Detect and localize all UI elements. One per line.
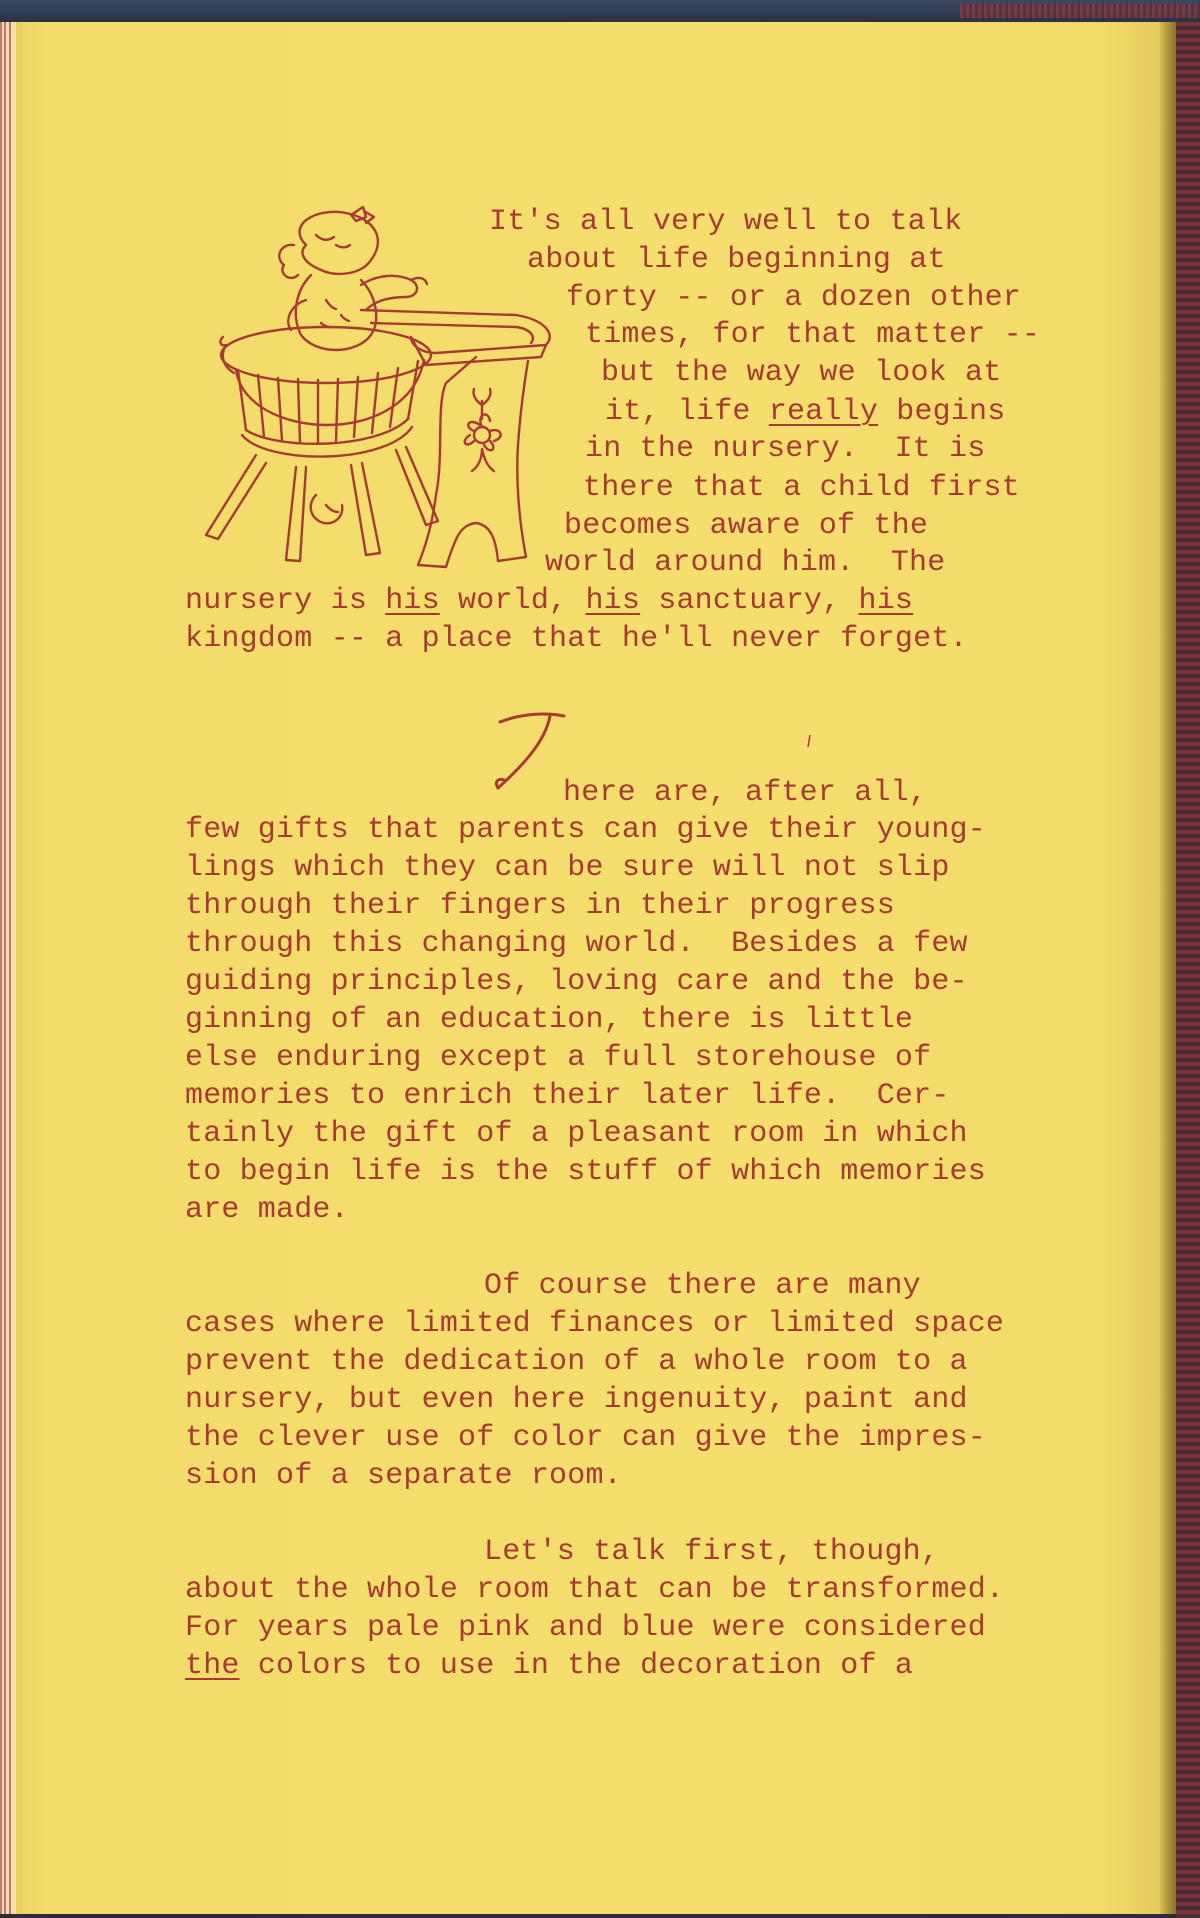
stray-ink-mark — [807, 735, 811, 747]
page-gutter — [1160, 22, 1176, 1914]
emphasis-the: the — [185, 1649, 240, 1683]
intro-line-10: world around him. The — [545, 546, 946, 580]
intro-line-3: forty -- or a dozen other — [566, 281, 1022, 315]
emphasis-his-1: his — [385, 584, 440, 618]
book-binding — [1176, 22, 1200, 1918]
section4-line-4-rest: colors to use in the decoration of a — [257, 1649, 914, 1683]
section2-line-6: ginning of an education, there is little — [185, 1003, 914, 1037]
section3-line-4: nursery, but even here ingenuity, paint and — [185, 1383, 968, 1417]
intro-line-2: about life beginning at — [527, 243, 946, 277]
binding-edge — [960, 4, 1200, 18]
intro-line-6-part-2: begins — [896, 395, 1006, 429]
intro-line-8: there that a child first — [583, 471, 1020, 505]
section3-line-1: Of course there are many — [484, 1269, 921, 1303]
drop-cap-t — [490, 708, 570, 798]
section3-line-2: cases where limited finances or limited space — [185, 1307, 1005, 1341]
intro-line-9: becomes aware of the — [564, 509, 929, 543]
section2-line-7: else enduring except a full storehouse of — [185, 1041, 932, 1075]
section3-line-5: the clever use of color can give the impres- — [185, 1421, 986, 1455]
section4-line-2: about the whole room that can be transformed. — [185, 1573, 1005, 1607]
book-top-edge — [0, 0, 1200, 24]
emphasis-his-2: his — [585, 584, 641, 618]
section2-line-9: tainly the gift of a pleasant room in which — [185, 1117, 968, 1151]
section2-line-10: to begin life is the stuff of which memories — [185, 1155, 986, 1189]
intro-line-7: in the nursery. It is — [585, 432, 986, 466]
emphasis-really: really — [768, 395, 879, 429]
section2-line-8: memories to enrich their later life. Cer- — [185, 1079, 950, 1113]
section2-line-2: lings which they can be sure will not slip — [185, 851, 950, 885]
intro-line-11-part-3: sanctuary, — [658, 584, 841, 618]
section4-line-1: Let's talk first, though, — [484, 1535, 940, 1569]
section2-line-5: guiding principles, loving care and the be- — [185, 965, 968, 999]
section3-line-6: sion of a separate room. — [185, 1459, 622, 1493]
intro-line-1: It's all very well to talk — [489, 205, 963, 239]
intro-line-12: kingdom -- a place that he'll never forget. — [185, 622, 968, 656]
section2-line-11: are made. — [185, 1193, 349, 1227]
section4-line-4 — [185, 1648, 913, 1684]
intro-line-4: times, for that matter -- — [585, 318, 1041, 352]
intro-line-11-part-1: nursery is — [185, 584, 368, 618]
intro-line-5: but the way we look at — [601, 356, 1002, 390]
section2-line-4: through this changing world. Besides a few — [185, 927, 968, 961]
intro-line-6 — [605, 394, 1005, 430]
intro-line-6-part-1: it, life — [605, 395, 751, 429]
intro-line-11 — [185, 583, 913, 619]
section4-line-3: For years pale pink and blue were considered — [185, 1611, 986, 1645]
intro-line-11-part-2: world, — [458, 584, 568, 618]
child-at-table-illustration — [186, 205, 576, 575]
section2-line-3: through their fingers in their progress — [185, 889, 895, 923]
page-stack-edge — [0, 22, 22, 1914]
emphasis-his-3: his — [858, 584, 914, 618]
section3-line-3: prevent the dedication of a whole room to a — [185, 1345, 968, 1379]
section2-first-line: here are, after all, — [563, 776, 928, 810]
section2-line-1: few gifts that parents can give their young- — [185, 813, 986, 847]
